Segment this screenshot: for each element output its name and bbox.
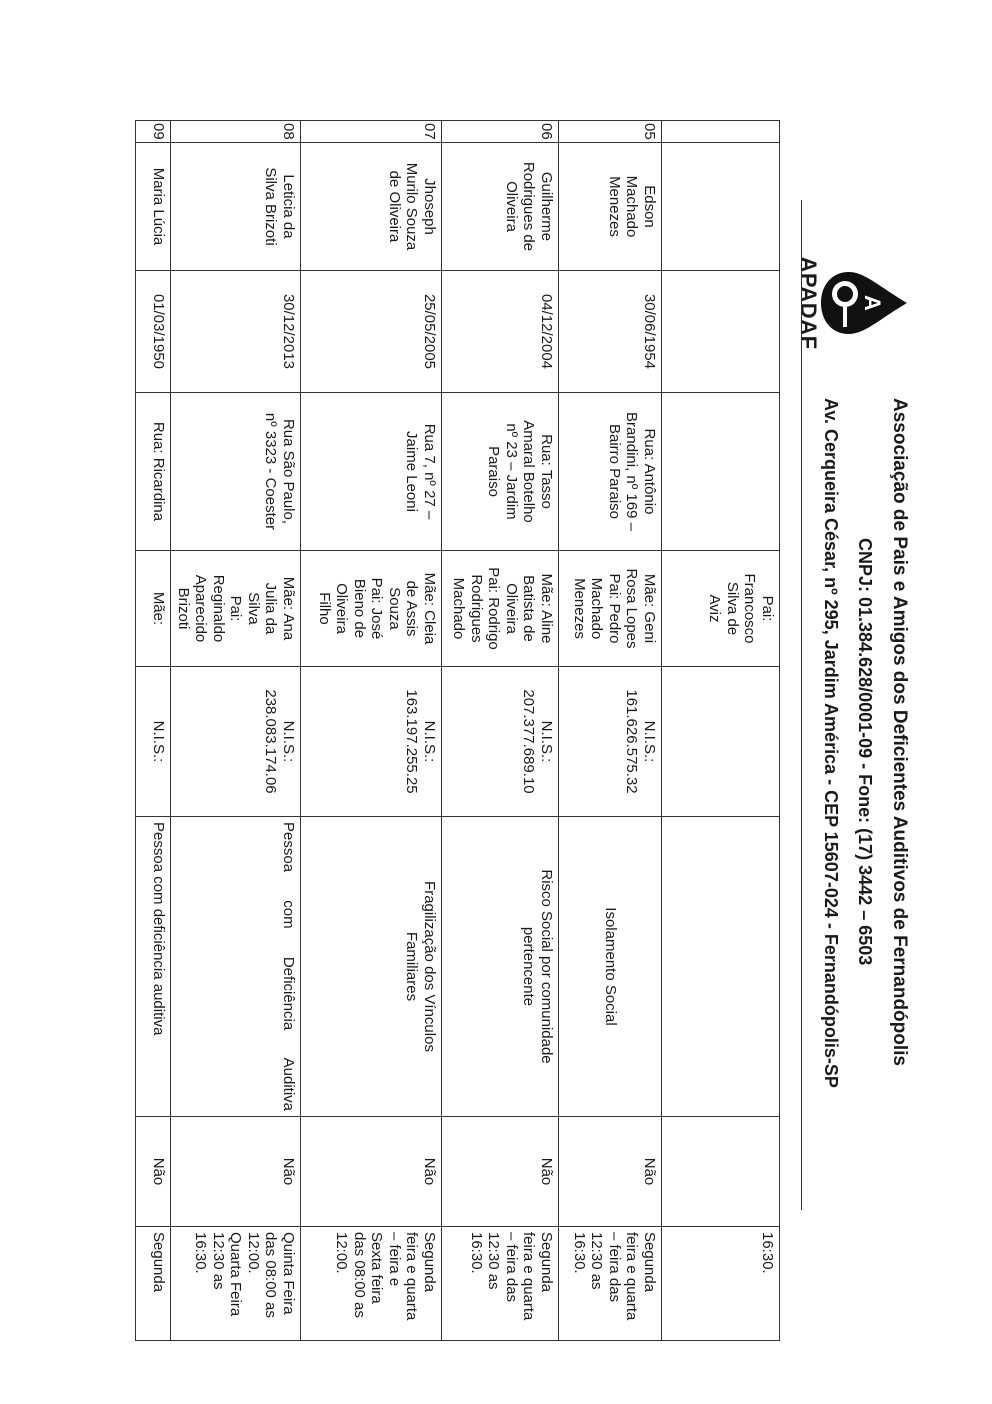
hearing-drop-icon: [819, 268, 909, 338]
cell-address: Rua: Tasso Amaral Botelho nº 23 – Jardim Paraiso: [442, 393, 559, 551]
cell-situation: [662, 817, 780, 1117]
cell-num: 06: [442, 121, 559, 143]
cell-schedule: Segunda feira e quarta – feira das 12:30 as 16:30.: [442, 1227, 559, 1341]
cell-num: 07: [301, 121, 442, 143]
cell-benefit: Não: [559, 1117, 662, 1227]
cell-num: 05: [559, 121, 662, 143]
cell-situation: Fragilização dos Vínculos Familiares: [301, 817, 442, 1117]
cell-parents: Mãe:: [136, 551, 171, 667]
cell-benefit: Não: [442, 1117, 559, 1227]
cell-birth: 25/05/2005: [301, 271, 442, 393]
apadaf-logo: [795, 246, 915, 360]
cell-schedule: Segunda feira e quarta – feira das 12:30 as 16:30.: [559, 1227, 662, 1341]
logo-text: APADAF: [796, 256, 821, 350]
cell-benefit: Não: [171, 1117, 301, 1227]
cell-birth: 30/06/1954: [559, 271, 662, 393]
cell-birth: 30/12/2013: [171, 271, 301, 393]
cell-schedule: Segunda: [136, 1227, 171, 1341]
cell-benefit: Não: [301, 1117, 442, 1227]
cell-address: Rua 7, nº 27 – Jaime Leoni: [301, 393, 442, 551]
cell-schedule: Segunda feira e quarta – feira e Sexta feira das 08:00 as 12:00.: [301, 1227, 442, 1341]
cell-address: Rua: Antônio Brandini, nº 169 – Bairro Paraiso: [559, 393, 662, 551]
address-line: Av. Cerqueira César, nº 295, Jardim América - CEP 15607-024 - Fernandópolis-SP: [821, 398, 841, 1088]
cell-birth: [662, 271, 780, 393]
cell-parents: Mãe: Ana Julia da Silva Pai: Reginaldo Aparecido Brizoti: [171, 551, 301, 667]
cell-birth: 01/03/1950: [136, 271, 171, 393]
cell-name: Leticia da Silva Brizoti: [171, 143, 301, 271]
table-row: [559, 121, 662, 1341]
cell-schedule: 16:30.: [662, 1227, 780, 1341]
cnpj-line: CNPJ: 01.384.628/0001-09 - Fone: (17) 3442 – 6503: [855, 538, 875, 966]
table-row: [171, 121, 301, 1341]
cell-situation: Isolamento Social: [559, 817, 662, 1117]
cell-parents: Pai: Francosco Silva de Aviz: [662, 551, 780, 667]
header-divider: [801, 200, 802, 1210]
cell-address: [662, 393, 780, 551]
cell-benefit: [662, 1117, 780, 1227]
cell-nis: N.I.S.: 161.626.575.32: [559, 667, 662, 817]
table-row: [442, 121, 559, 1341]
cell-nis: N.I.S.:: [136, 667, 171, 817]
cell-situation: Risco Social por comunidade pertencente: [442, 817, 559, 1117]
cell-benefit: Não: [136, 1117, 171, 1227]
cell-num: 08: [171, 121, 301, 143]
org-name: Associação de Pais e Amigos dos Deficientes Auditivos de Fernandópolis: [889, 398, 910, 1066]
cell-address: Rua São Paulo, nº 3323 - Coester: [171, 393, 301, 551]
beneficiaries-table: [136, 120, 781, 1341]
cell-schedule: Quinta Feira das 08:00 as 12:00. Quarta Feira 12:30 as 16:30.: [171, 1227, 301, 1341]
cell-nis: N.I.S.: 163.197.255.25: [301, 667, 442, 817]
table-row: [136, 121, 171, 1341]
logo-letter: A: [860, 295, 885, 311]
cell-situation: Pessoa com Deficiência Auditiva: [171, 817, 301, 1117]
cell-parents: Mãe: Geni Rosa Lopes Pai: Pedro Machado Menezes: [559, 551, 662, 667]
cell-situation: Pessoa com deficiência auditiva: [136, 817, 171, 1117]
cell-name: Jhoseph Murilo Souza de Oliveira: [301, 143, 442, 271]
cell-nis: N.I.S.: 238.083.174.06: [171, 667, 301, 817]
cell-nis: [662, 667, 780, 817]
table-row-continued: [662, 121, 780, 1341]
cell-parents: Mãe: Aline Batista de Oliveira Pai: Rodrigo Rodrigues Machado: [442, 551, 559, 667]
beneficiaries-table-wrap: [150, 120, 780, 1340]
cell-name: Edson Machado Menezes: [559, 143, 662, 271]
cell-name: Guilherme Rodrigues de Oliveira: [442, 143, 559, 271]
table-row: [301, 121, 442, 1341]
cell-parents: Mãe: Cleia de Assis Souza Pai: José Bieno de Oliveira Filho: [301, 551, 442, 667]
cell-nis: N.I.S.: 207.377.689.10: [442, 667, 559, 817]
cell-num: [662, 121, 780, 143]
cell-birth: 04/12/2004: [442, 271, 559, 393]
cell-name: Maria Lúcia: [136, 143, 171, 271]
cell-name: [662, 143, 780, 271]
cell-address: Rua: Ricardina: [136, 393, 171, 551]
cell-num: 09: [136, 121, 171, 143]
